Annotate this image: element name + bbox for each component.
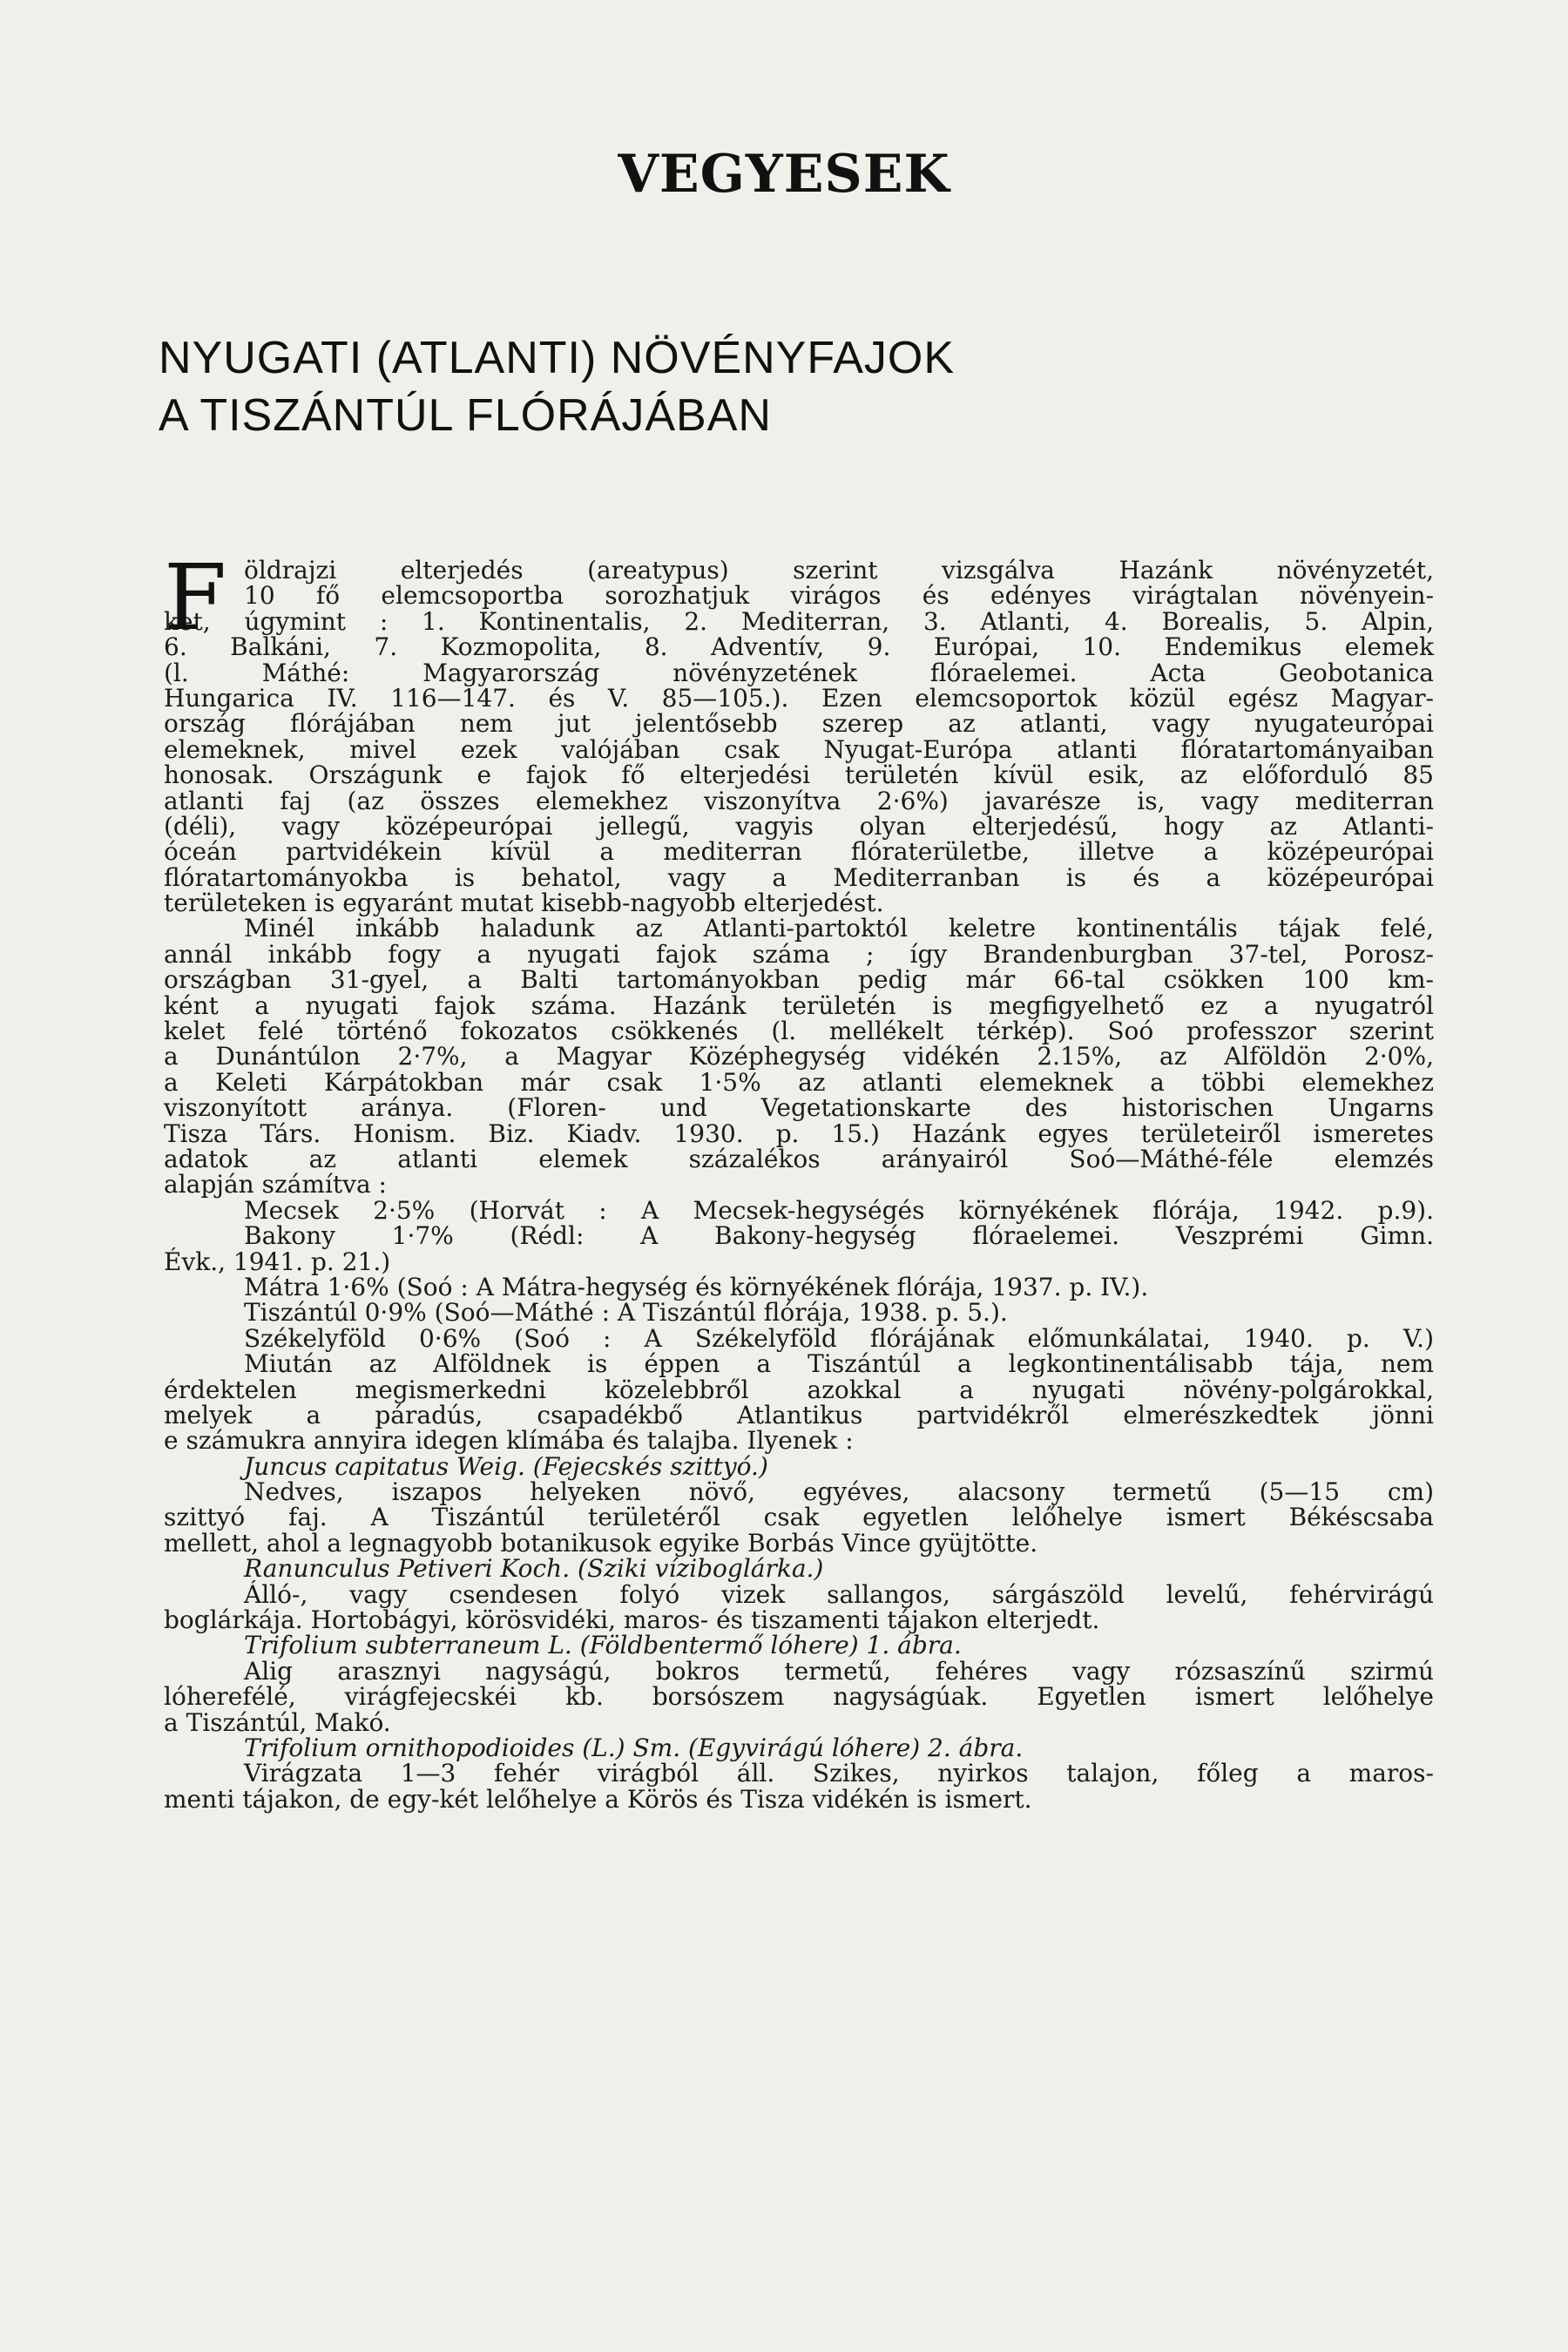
text-line: melyek a páradús, csapadékbő Atlantikus partvidékről elmerészkedtek jönni	[164, 1400, 1434, 1429]
text-line: Hungarica IV. 116—147. és V. 85—105.). Ezen elemcsoportok közül egész Magyar-	[164, 683, 1434, 713]
article-title-line-1: NYUGATI (ATLANTI) NÖVÉNYFAJOK	[159, 333, 956, 383]
text-line: ként a nyugati fajok száma. Hazánk területén is megfigyelhető ez a nyugatról	[164, 990, 1434, 1020]
text-line: alapján számítva :	[164, 1170, 387, 1200]
text-line: kelet felé történő fokozatos csökkenés (l. mellékelt térkép). Soó professzor szerint	[164, 1017, 1434, 1046]
text-line: a Tiszántúl, Makó.	[164, 1707, 391, 1737]
text-line: Virágzata 1—3 fehér virágból áll. Szikes, nyirkos talajon, főleg a maros-	[244, 1759, 1434, 1788]
text-line: ország flórájában nem jut jelentősebb szerep az atlanti, vagy nyugateurópai	[164, 709, 1434, 739]
text-line: Álló-, vagy csendesen folyó vizek sallangos, sárgászöld levelű, fehérvirágú	[244, 1579, 1434, 1609]
text-line: a Keleti Kárpátokban már csak 1·5% az atlanti elemeknek a többi elemekhez	[164, 1067, 1434, 1097]
text-line: (l. Máthé: Magyarország növényzetének flóraelemei. Acta Geobotanica	[164, 658, 1434, 687]
text-line: Mátra 1·6% (Soó : A Mátra-hegység és környékének flórája, 1937. p. IV.).	[244, 1272, 1149, 1301]
text-line: 10 fő elemcsoportba sorozhatjuk virágos és edényes virágtalan növényein-	[244, 581, 1434, 611]
text-line: atlanti faj (az összes elemekhez viszonyítva 2·6%) javarésze is, vagy mediterran	[164, 786, 1434, 815]
species-heading: Trifolium subterraneum L. (Földbentermő lóhere) 1. ábra.	[244, 1631, 962, 1660]
text-line: viszonyított aránya. (Floren- und Vegetationskarte des historischen Ungarns	[164, 1093, 1434, 1123]
text-line: szittyó faj. A Tiszántúl területéről csak egyetlen lelőhelye ismert Békéscsaba	[164, 1503, 1434, 1532]
text-line: ket, úgymint : 1. Kontinentalis, 2. Mediterran, 3. Atlanti, 4. Borealis, 5. Alpin,	[164, 606, 1434, 636]
text-line: érdektelen megismerkedni közelebbről azokkal a nyugati növény-polgárokkal,	[164, 1375, 1434, 1404]
article-title-line-2: A TISZÁNTÚL FLÓRÁJÁBAN	[159, 390, 772, 441]
species-heading: Ranunculus Petiveri Koch. (Sziki víziboglárka.)	[244, 1554, 824, 1584]
text-line: Székelyföld 0·6% (Soó : A Székelyföld flórájának előmunkálatai, 1940. p. V.)	[244, 1323, 1434, 1353]
text-line: 6. Balkáni, 7. Kozmopolita, 8. Adventív, 9. Európai, 10. Endemikus elemek	[164, 632, 1434, 662]
text-line: elemeknek, mivel ezek valójában csak Nyugat-Európa atlanti flóratartományaiban	[164, 734, 1434, 764]
drop-cap: F	[164, 544, 227, 651]
text-line: Miután az Alföldnek is éppen a Tiszántúl a legkontinentálisabb tája, nem	[244, 1349, 1434, 1379]
text-line: lóherefélé, virágfejecskéi kb. borsószem nagyságúak. Egyetlen ismert lelőhelye	[164, 1682, 1434, 1712]
section-title: VEGYESEK	[618, 144, 950, 205]
text-line: Bakony 1·7% (Rédl: A Bakony-hegység flóraelemei. Veszprémi Gimn.	[244, 1221, 1434, 1251]
text-line: Nedves, iszapos helyeken növő, egyéves, alacsony termetű (5—15 cm)	[244, 1477, 1434, 1507]
article-body	[164, 544, 1434, 1814]
text-line: (déli), vagy középeurópai jellegű, vagyis olyan elterjedésű, hogy az Atlanti-	[164, 811, 1434, 841]
text-line: honosak. Országunk e fajok fő elterjedési területén kívül esik, az előforduló 85	[164, 760, 1434, 790]
text-line: Évk., 1941. p. 21.)	[164, 1247, 391, 1276]
text-line: flóratartományokba is behatol, vagy a Mediterranban is és a középeurópai	[164, 862, 1434, 892]
text-line: Minél inkább haladunk az Atlanti-partoktól keletre kontinentális tájak felé,	[244, 914, 1434, 943]
text-line: annál inkább fogy a nyugati fajok száma ; így Brandenburgban 37-tel, Porosz-	[164, 939, 1434, 969]
text-line: e számukra annyira idegen klímába és talajba. Ilyenek :	[164, 1426, 854, 1456]
text-line: a Dunántúlon 2·7%, a Magyar Középhegység vidékén 2.15%, az Alföldön 2·0%,	[164, 1042, 1434, 1071]
text-line: öldrajzi elterjedés (areatypus) szerint vizsgálva Hazánk növényzetét,	[244, 556, 1434, 585]
text-line: adatok az atlanti elemek százalékos arányairól Soó—Máthé-féle elemzés	[164, 1144, 1434, 1173]
text-line: óceán partvidékein kívül a mediterran flóraterületbe, illetve a középeurópai	[164, 837, 1434, 867]
text-line: Mecsek 2·5% (Horvát : A Mecsek-hegységés környékének flórája, 1942. p.9).	[244, 1195, 1434, 1225]
article-title	[159, 329, 1378, 444]
text-line: Tisza Társ. Honism. Biz. Kiadv. 1930. p. 15.) Hazánk egyes területeiről ismeretes	[164, 1119, 1434, 1148]
text-line: Alig arasznyi nagyságú, bokros termetű, fehéres vagy rózsaszínű szirmú	[244, 1656, 1434, 1686]
text-line: mellett, ahol a legnagyobb botanikusok egyike Borbás Vince gyüjtötte.	[164, 1528, 1038, 1558]
species-heading: Juncus capitatus Weig. (Fejecskés szittyó.)	[244, 1451, 768, 1481]
text-line: országban 31-gyel, a Balti tartományokban pedig már 66-tal csökken 100 km-	[164, 965, 1434, 995]
text-line: területeken is egyaránt mutat kisebb-nagyobb elterjedést.	[164, 889, 884, 918]
text-line: Tiszántúl 0·9% (Soó—Máthé : A Tiszántúl flórája, 1938. p. 5.).	[244, 1298, 1008, 1328]
text-line: menti tájakon, de egy-két lelőhelye a Körös és Tisza vidékén is ismert.	[164, 1784, 1032, 1814]
species-heading: Trifolium ornithopodioides (L.) Sm. (Egyvirágú lóhere) 2. ábra.	[244, 1733, 1024, 1762]
text-line: boglárkája. Hortobágyi, körösvidéki, maros- és tiszamenti tájakon elterjedt.	[164, 1605, 1100, 1635]
